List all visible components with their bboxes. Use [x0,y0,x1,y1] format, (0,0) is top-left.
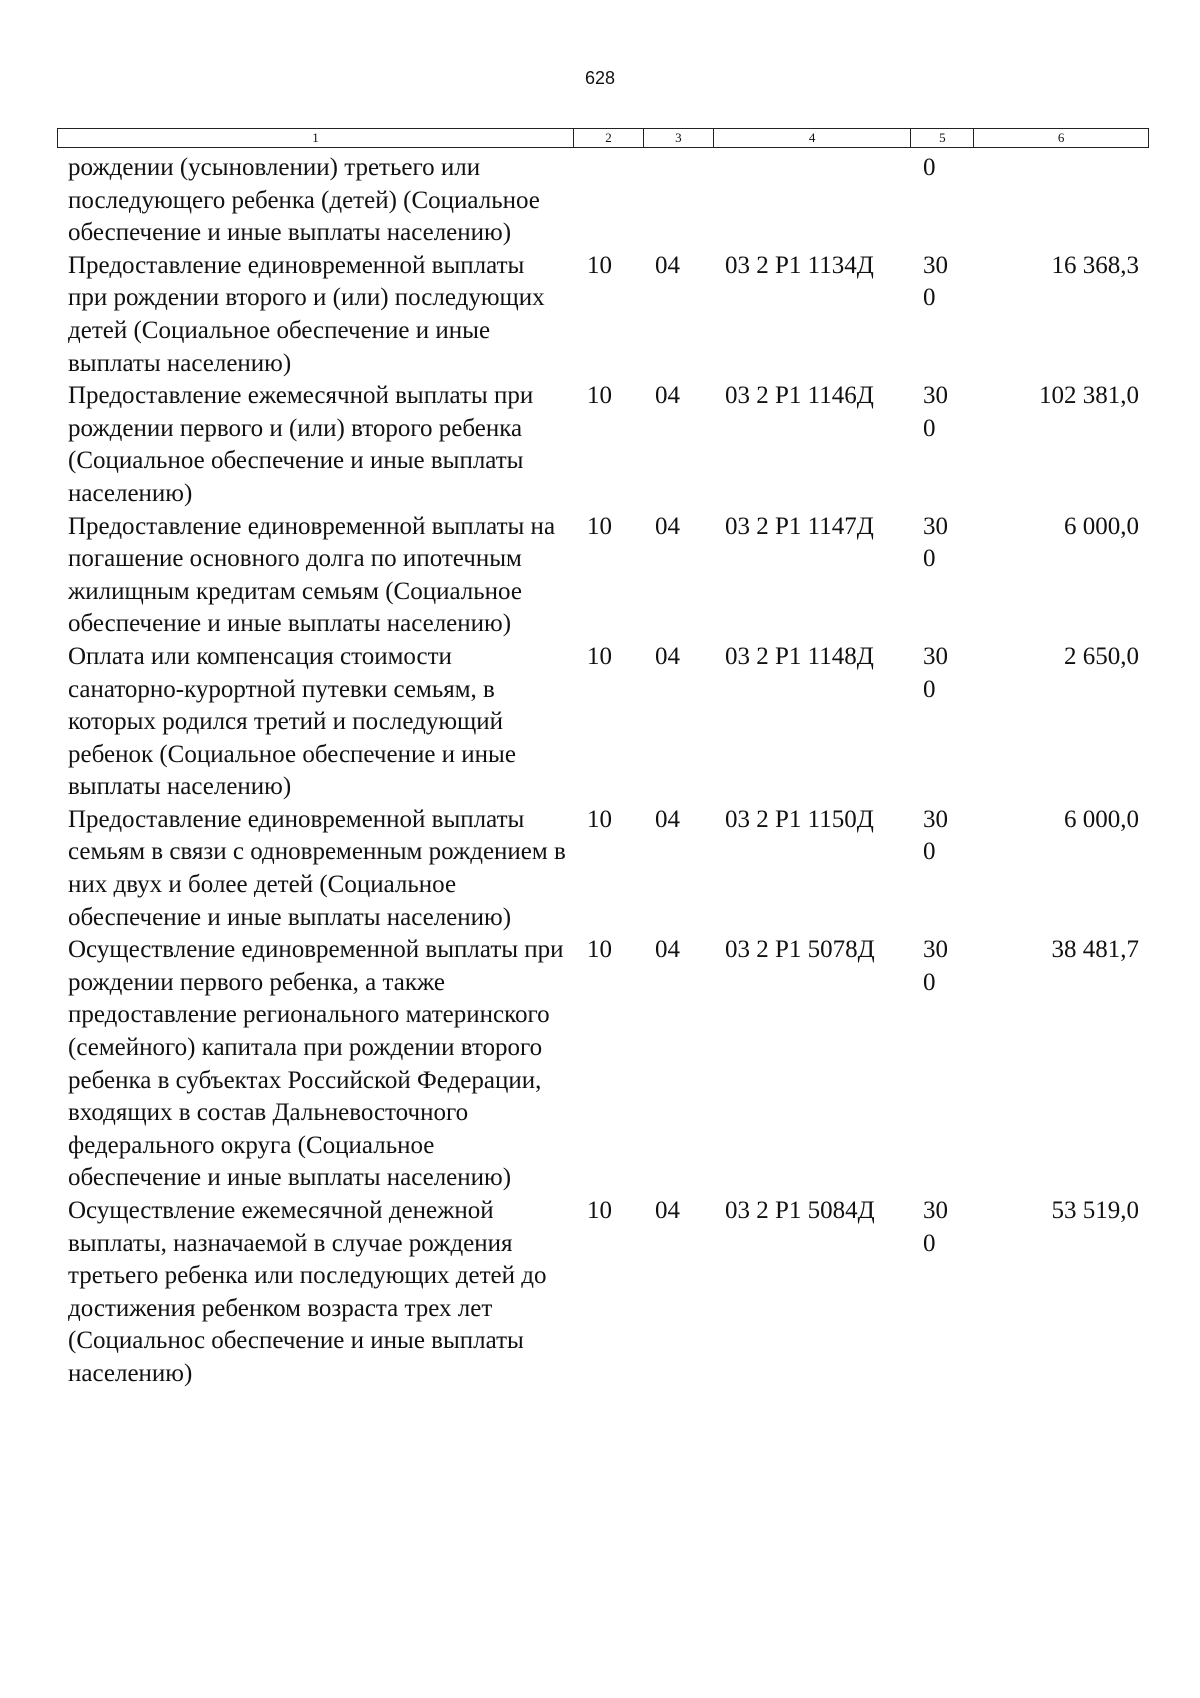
row-target-code: 03 2 Р1 5084Д [725,1197,875,1224]
row-subsection: 04 [655,642,680,670]
row-amount: 2 650,0 [1064,642,1139,670]
table-row [57,804,1149,934]
row-section: 10 [587,936,612,964]
row-amount: 6 000,0 [1064,805,1139,833]
page-number: 628 [584,68,616,88]
row-section: 10 [587,642,612,670]
row-description: Оплата или компенсация стоимости санаторно-курортной путевки семьям, в которых родился третий и последующий ребенок (Социальное обеспечение и иные выплаты населению) [68,642,516,801]
row-amount: 16 368,3 [1051,251,1139,279]
row-target-code: 03 2 Р1 1146Д [725,382,874,410]
row-description: Осуществление единовременной выплаты при рождении первого ребенка, а также предоставление регионального материнского (семейного) капитала при рождении второго ребенка в субъектах Российской Федерации, входящих в состав Дальневосточного федерального округа (Социальное обеспечение и иные выплаты населению) [68,936,564,1192]
table-row [57,641,1149,804]
row-section: 10 [587,251,612,279]
header-col-6: 6 [973,129,1148,147]
row-expense-type: 0 [923,154,936,181]
header-col-1: 1 [312,130,319,145]
table-header [57,128,1149,148]
row-section: 10 [587,382,612,410]
table-row [57,934,1149,1195]
row-description: Предоставление единовременной выплаты на погашение основного долга по ипотечным жилищным кредитам семьям (Социальное обеспечение и иные выплаты населению) [68,512,556,638]
row-subsection: 04 [655,512,680,540]
header-col-5: 5 [910,129,973,147]
table-row [57,511,1149,641]
row-expense-type: 300 [923,382,948,442]
row-section: 10 [587,805,612,833]
table-row [57,152,1149,250]
row-subsection: 04 [655,805,680,833]
row-description: рождении (усыновлении) третьего или последующего ребенка (детей) (Социальное обеспечение и иные выплаты населению) [68,154,540,247]
row-description: Осуществление ежемесячной денежной выплаты, назначаемой в случае рождения третьего ребенка или последующих детей до достижения ребенком возраста трех лет (Социальнос обеспечение и иные выплаты населению) [68,1197,547,1387]
row-expense-type: 300 [923,936,948,996]
row-description: Предоставление единовременной выплаты при рождении второго и (или) последующих детей (Социальное обеспечение и иные выплаты населению) [68,251,545,377]
row-expense-type: 300 [923,251,948,312]
header-col-2: 2 [573,129,643,147]
row-amount: 53 519,0 [1051,1197,1139,1224]
row-subsection: 04 [655,382,680,410]
table-row [57,1195,1149,1391]
row-expense-type: 300 [923,642,948,703]
row-target-code: 03 2 Р1 1134Д [725,251,874,279]
row-expense-type: 300 [923,805,948,866]
table-body [57,152,1149,1391]
row-description: Предоставление ежемесячной выплаты при рождении первого и (или) второго ребенка (Социальное обеспечение и иные выплаты населению) [68,382,534,507]
row-amount: 102 381,0 [1039,382,1139,410]
row-amount: 38 481,7 [1051,936,1139,964]
row-description: Предоставление единовременной выплаты семьям в связи с одновременным рождением в них двух и более детей (Социальное обеспечение и иные выплаты населению) [68,805,566,931]
row-expense-type: 300 [923,1197,948,1257]
row-subsection: 04 [655,1197,680,1224]
table-row [57,380,1149,510]
row-target-code: 03 2 Р1 1147Д [725,512,874,540]
header-col-3: 3 [643,129,713,147]
row-subsection: 04 [655,936,680,964]
row-section: 10 [587,1197,612,1224]
row-subsection: 04 [655,251,680,279]
row-section: 10 [587,512,612,540]
row-target-code: 03 2 Р1 5078Д [725,936,875,964]
row-expense-type: 300 [923,512,948,573]
row-target-code: 03 2 Р1 1148Д [725,642,874,670]
table-row [57,250,1149,380]
row-amount: 6 000,0 [1064,512,1139,540]
row-target-code: 03 2 Р1 1150Д [725,805,874,833]
header-col-4: 4 [713,129,911,147]
